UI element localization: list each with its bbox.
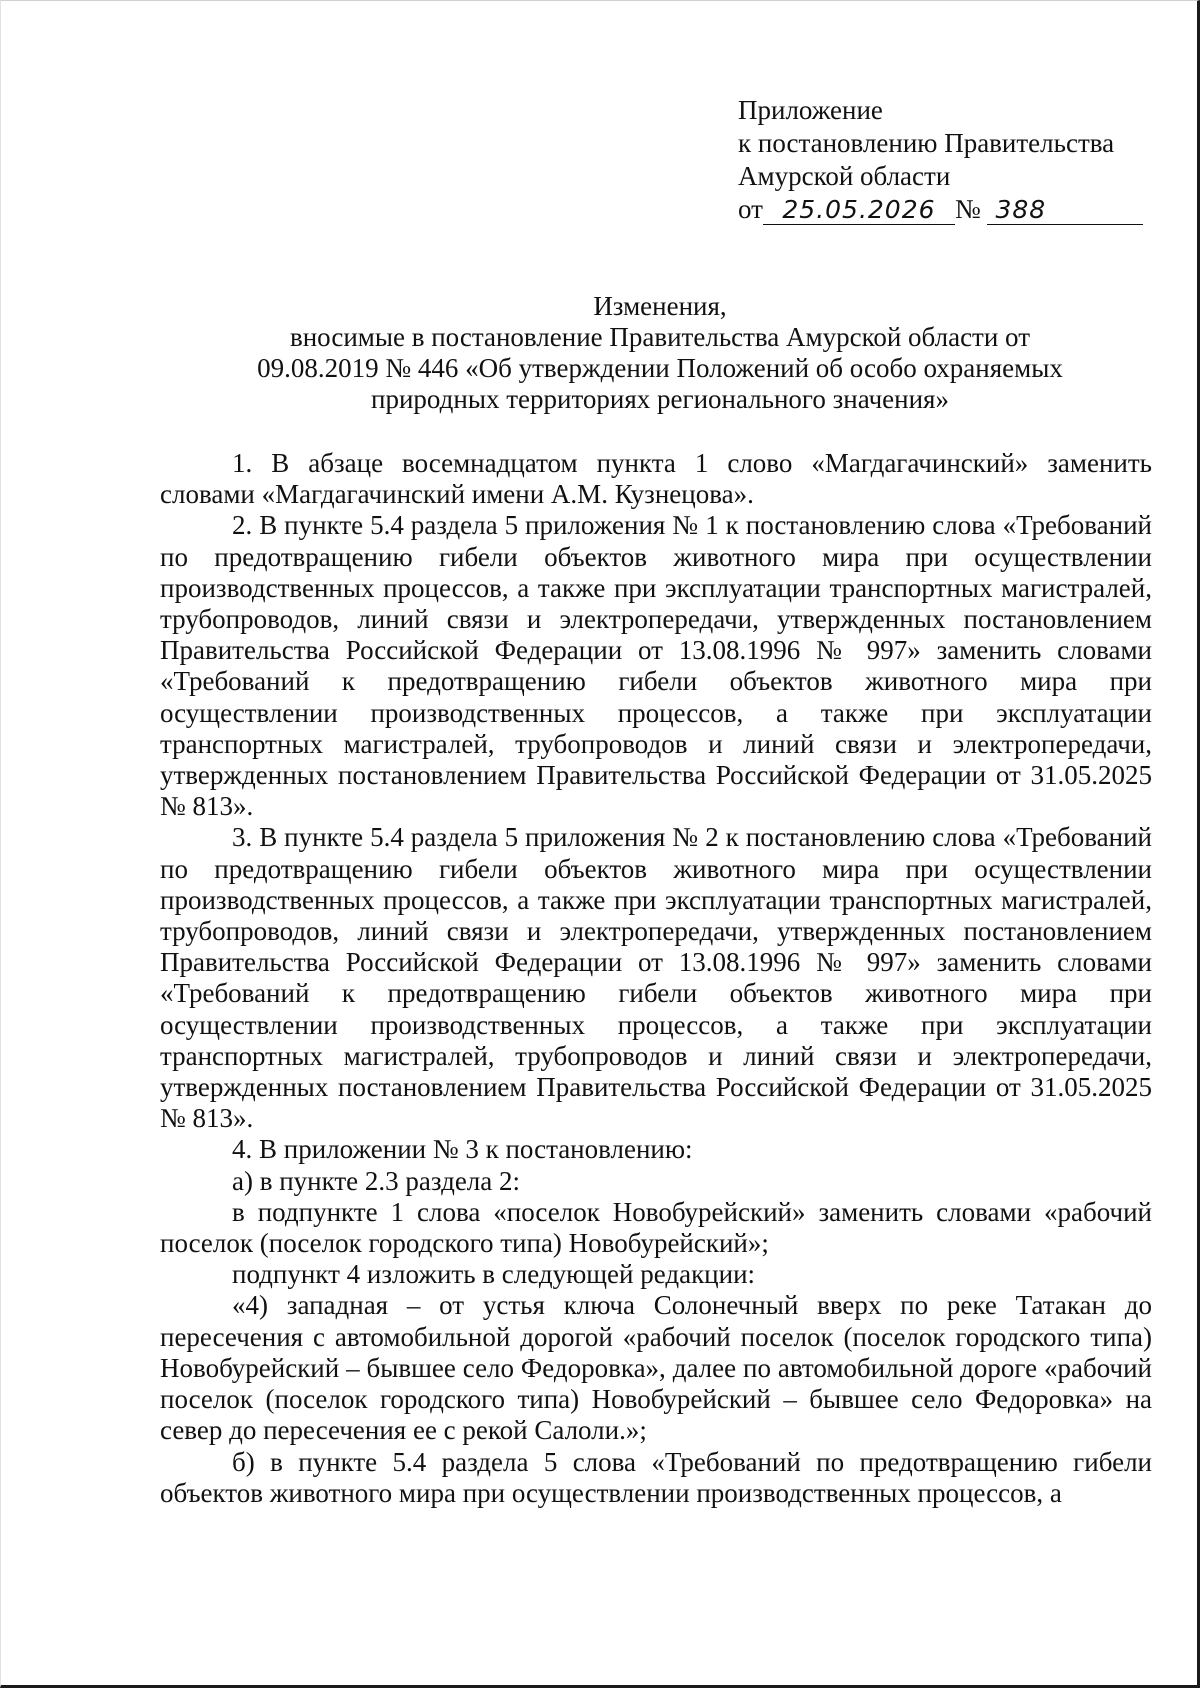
paragraph-1: 1. В абзаце восемнадцатом пункта 1 слово «Магдагачинский» заменить словами «Магдагачинский имени А.М. Кузнецова». <box>160 448 1152 510</box>
title-line-4: природных территориях регионального значения» <box>371 384 949 414</box>
paragraph-4a: а) в пункте 2.3 раздела 2: <box>232 1165 521 1196</box>
approval-date-number-row <box>738 193 1143 226</box>
title-line-2: вносимые в постановление Правительства Амурской области от <box>289 322 1031 352</box>
approval-stamp <box>738 94 1143 226</box>
approval-line-3: Амурской области <box>738 161 951 191</box>
paragraph-4a-sub1: в подпункте 1 слова «поселок Новобурейский» заменить словами «рабочий поселок (поселок городского типа) Новобурейский»; <box>160 1196 1152 1259</box>
paragraph-4b: б) в пункте 5.4 раздела 5 слова «Требований по предотвращению гибели объектов животного мира при осуществлении производственных процессов, а <box>160 1446 1152 1508</box>
paragraph-2: 2. В пункте 5.4 раздела 5 приложения № 1 к постановлению слова «Требований по предотвращению гибели объектов животного мира при осуществлении производственных процессов, а также при эксплуатации транспортных магистралей, трубопроводов, линий связи и электропередачи, утвержденных постановлением Правительства Российской Федерации от 13.08.1996 № 997» заменить словами «Требований к предотвращению гибели объектов животного мира при осуществлении производственных процессов, а также при эксплуатации транспортных магистралей, трубопроводов и линий связи и электропередачи, утвержденных постановлением Правительства Российской Федерации от 31.05.2025 № 813». <box>160 510 1152 822</box>
paragraph-4: 4. В приложении № 3 к постановлению: <box>232 1134 693 1165</box>
paragraph-4a-sub4-text: «4) западная – от устья ключа Солонечный вверх по реке Татакан до пересечения с автомобильной дорогой «рабочий поселок (поселок городского типа) Новобурейский – бывшее село Федоровка», далее по автомобильной дороге «рабочий поселок (поселок городского типа) Новобурейский – бывшее село Федоровка» на север до пересечения ее с рекой Салоли.»; <box>160 1290 1152 1446</box>
document-title <box>160 291 1160 415</box>
document-body <box>160 448 1152 1509</box>
paragraph-3: 3. В пункте 5.4 раздела 5 приложения № 2 к постановлению слова «Требований по предотвращению гибели объектов животного мира при осуществлении производственных процессов, а также при эксплуатации транспортных магистралей, трубопроводов, линий связи и электропередачи, утвержденных постановлением Правительства Российской Федерации от 13.08.1996 № 997» заменить словами «Требований к предотвращению гибели объектов животного мира при осуществлении производственных процессов, а также при эксплуатации транспортных магистралей, трубопроводов и линий связи и электропередачи, утвержденных постановлением Правительства Российской Федерации от 31.05.2025 № 813». <box>160 822 1152 1134</box>
title-line-3: 09.08.2019 № 446 «Об утверждении Положений об особо охраняемых <box>257 353 1063 383</box>
number-prefix: № <box>954 194 981 224</box>
handwritten-number: 388 <box>987 196 1143 225</box>
approval-line-1: Приложение <box>738 95 883 125</box>
approval-line-2: к постановлению Правительства <box>738 128 1115 158</box>
handwritten-date: 25.05.2026 <box>763 196 955 225</box>
paragraph-4a-sub4-intro: подпункт 4 изложить в следующей редакции: <box>232 1259 756 1290</box>
date-prefix: от <box>738 194 763 224</box>
title-heading: Изменения, <box>593 291 727 321</box>
